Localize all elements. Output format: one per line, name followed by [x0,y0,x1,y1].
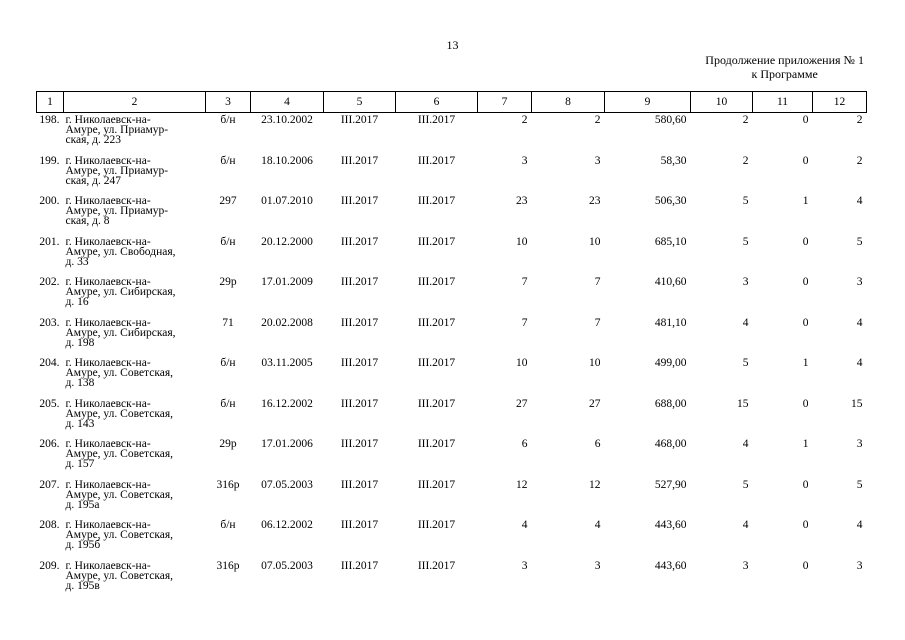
address-line: г. Николаевск-на- [65,519,151,531]
col-11-value: 0 [802,276,809,288]
col-11-value: 0 [802,519,809,531]
row-number: 200. [39,195,60,207]
planned-end: III.2017 [417,235,456,248]
document-number: 297 [219,195,237,207]
col-10-value: 4 [742,519,749,531]
column-header-2: 2 [64,92,206,113]
document-date: 01.07.2010 [261,195,313,207]
row-number: 209. [39,559,60,572]
col-7-value: 3 [521,154,528,167]
col-8-value: 6 [594,438,601,450]
address-line: д. 138 [65,377,95,389]
address [64,437,206,478]
address [64,316,206,357]
col-12-value: 5 [856,478,863,491]
planned-start: III.2017 [340,114,379,126]
planned-end: III.2017 [417,478,456,491]
col-7-value: 27 [516,397,528,410]
address-line: д. 143 [65,417,95,430]
col-11-value: 0 [802,478,809,491]
address [64,559,206,600]
document-date: 16.12.2002 [261,397,313,410]
col-10-value: 5 [742,235,749,248]
planned-start: III.2017 [340,316,379,329]
col-11-value: 1 [802,195,809,207]
address-line: г. Николаевск-на- [65,276,151,288]
address-line: ская, д. 247 [65,174,122,187]
address [64,194,206,235]
table-row [37,397,867,438]
address [64,356,206,397]
planned-start: III.2017 [340,357,379,369]
area-value: 443,60 [654,519,687,531]
col-11-value: 0 [802,397,809,410]
col-12-value: 2 [856,114,863,126]
appendix-line-1: Продолжение приложения № 1 [705,53,864,67]
address-line: Амуре, ул. Приамур- [65,205,169,217]
column-header-1: 1 [37,92,64,113]
col-12-value: 4 [856,519,863,531]
address-line: г. Николаевск-на- [65,316,151,329]
col-12-value: 3 [856,276,863,288]
document-date: 07.05.2003 [261,559,313,572]
row-number: 206. [39,438,60,450]
col-10-value: 5 [742,195,749,207]
table-row [37,154,867,195]
document-number: 29р [219,276,237,288]
col-7-value: 7 [521,316,528,329]
document-date: 23.10.2002 [261,114,313,126]
col-10-value: 5 [742,478,749,491]
col-7-value: 12 [516,478,528,491]
column-header-8: 8 [532,92,605,113]
appendix-line-2: к Программе [751,67,818,81]
area-value: 527,90 [654,478,687,491]
address-line: д. 198 [65,336,95,349]
col-8-value: 4 [594,519,601,531]
table-row [37,478,867,519]
planned-start: III.2017 [340,195,379,207]
address-line: Амуре, ул. Советская, [65,448,174,460]
column-header-9: 9 [605,92,691,113]
col-12-value: 3 [856,559,863,572]
col-12-value: 3 [856,438,863,450]
row-number: 208. [39,519,60,531]
planned-start: III.2017 [340,397,379,410]
col-8-value: 27 [589,397,601,410]
col-7-value: 4 [521,519,528,531]
address-line: д. 195б [65,539,101,551]
column-header-10: 10 [691,92,753,113]
address-line: г. Николаевск-на- [65,114,151,126]
document-number: б/н [220,114,236,126]
address [64,235,206,276]
address-line: ская, д. 8 [65,215,110,227]
row-number: 202. [39,276,60,288]
column-header-11: 11 [753,92,813,113]
area-value: 468,00 [654,438,687,450]
table-row [37,559,867,600]
address [64,154,206,195]
col-12-value: 4 [856,195,863,207]
col-8-value: 12 [589,478,601,491]
address [64,478,206,519]
planned-end: III.2017 [417,357,456,369]
col-12-value: 2 [856,154,863,167]
address-line: г. Николаевск-на- [65,478,151,491]
address-line: Амуре, ул. Приамур- [65,124,169,136]
column-header-4: 4 [251,92,324,113]
appendix-note [705,53,864,81]
document-number: б/н [220,154,236,167]
planned-start: III.2017 [340,235,379,248]
address-line: ская, д. 223 [65,134,122,146]
row-number: 204. [39,357,60,369]
col-7-value: 7 [521,276,528,288]
planned-start: III.2017 [340,438,379,450]
document-date: 03.11.2005 [261,357,313,369]
col-10-value: 3 [742,276,749,288]
planned-end: III.2017 [417,438,456,450]
address-line: г. Николаевск-на- [65,154,151,167]
address [64,518,206,559]
document-date: 20.12.2000 [261,235,313,248]
area-value: 410,60 [654,276,687,288]
table-row [37,356,867,397]
address-line: г. Николаевск-на- [65,438,151,450]
col-10-value: 15 [737,397,749,410]
table-row [37,437,867,478]
col-8-value: 7 [594,316,601,329]
document-date: 06.12.2002 [261,519,313,531]
address-line: Амуре, ул. Приамур- [65,164,169,177]
document-date: 20.02.2008 [261,316,313,329]
area-value: 580,60 [654,114,687,126]
planned-end: III.2017 [417,397,456,410]
document-date: 17.01.2006 [261,438,313,450]
address [64,275,206,316]
address-line: Амуре, ул. Советская, [65,488,174,501]
document-number: б/н [220,235,236,248]
area-value: 685,10 [654,235,687,248]
col-11-value: 0 [802,114,809,126]
col-7-value: 23 [516,195,528,207]
page-number: 13 [446,38,459,52]
planned-end: III.2017 [417,559,456,572]
address-line: г. Николаевск-на- [65,357,151,369]
col-11-value: 0 [802,235,809,248]
area-value: 443,60 [654,559,687,572]
row-number: 203. [39,316,60,329]
col-12-value: 4 [856,316,863,329]
col-7-value: 6 [521,438,528,450]
planned-start: III.2017 [340,276,379,288]
address-line: Амуре, ул. Советская, [65,569,174,582]
address-line: д. 16 [65,296,89,308]
document-number: 316р [216,478,240,491]
col-7-value: 3 [521,559,528,572]
document-number: 29р [219,438,237,450]
table-body [37,113,867,600]
area-value: 499,00 [654,357,687,369]
planned-end: III.2017 [417,276,456,288]
row-number: 207. [39,478,60,491]
document-date: 07.05.2003 [261,478,313,491]
address-line: г. Николаевск-на- [65,397,151,410]
col-8-value: 2 [594,114,601,126]
planned-end: III.2017 [417,195,456,207]
column-header-12: 12 [813,92,867,113]
col-7-value: 10 [516,357,528,369]
col-8-value: 23 [589,195,601,207]
area-value: 506,30 [654,195,687,207]
document-number: б/н [220,397,236,410]
col-10-value: 2 [742,114,749,126]
row-number: 198. [39,114,60,126]
area-value: 481,10 [654,316,687,329]
address [64,113,206,154]
table-row [37,194,867,235]
planned-start: III.2017 [340,154,379,167]
col-12-value: 15 [851,397,863,410]
col-7-value: 2 [521,114,528,126]
planned-end: III.2017 [417,154,456,167]
document-number: 316р [216,559,240,572]
table-row [37,316,867,357]
col-7-value: 10 [516,235,528,248]
col-10-value: 2 [742,154,749,167]
column-header-7: 7 [478,92,532,113]
address-line: д. 195а [65,498,100,511]
row-number: 199. [39,154,60,167]
table-row [37,518,867,559]
data-table [36,91,867,599]
address-line: Амуре, ул. Советская, [65,529,174,541]
col-10-value: 4 [742,438,749,450]
document-number: б/н [220,357,236,369]
col-8-value: 3 [594,154,601,167]
planned-start: III.2017 [340,478,379,491]
column-header-5: 5 [324,92,396,113]
address-line: Амуре, ул. Свободная, [65,245,176,258]
address-line: д. 195в [65,579,100,592]
area-value: 58,30 [660,154,687,167]
col-8-value: 3 [594,559,601,572]
table-row [37,235,867,276]
col-11-value: 1 [802,357,809,369]
address-line: д. 157 [65,458,95,470]
document-number: 71 [222,316,234,329]
document-date: 18.10.2006 [261,154,313,167]
area-value: 688,00 [654,397,687,410]
address-line: Амуре, ул. Сибирская, [65,286,176,298]
table-row [37,113,867,154]
col-12-value: 4 [856,357,863,369]
row-number: 201. [39,235,60,248]
row-number: 205. [39,397,60,410]
column-header-6: 6 [396,92,478,113]
address [64,397,206,438]
col-8-value: 10 [589,357,601,369]
col-10-value: 3 [742,559,749,572]
table-row [37,275,867,316]
address-line: д. 33 [65,255,89,268]
col-11-value: 0 [802,316,809,329]
col-10-value: 5 [742,357,749,369]
header-row [37,92,867,113]
address-line: г. Николаевск-на- [65,559,151,572]
column-header-3: 3 [206,92,251,113]
address-line: Амуре, ул. Сибирская, [65,326,176,339]
col-12-value: 5 [856,235,863,248]
planned-end: III.2017 [417,316,456,329]
col-11-value: 0 [802,559,809,572]
col-11-value: 0 [802,154,809,167]
planned-end: III.2017 [417,519,456,531]
col-8-value: 7 [594,276,601,288]
document-number: б/н [220,519,236,531]
address-line: Амуре, ул. Советская, [65,367,174,379]
address-line: г. Николаевск-на- [65,195,151,207]
address-line: Амуре, ул. Советская, [65,407,174,420]
col-10-value: 4 [742,316,749,329]
col-8-value: 10 [589,235,601,248]
address-line: г. Николаевск-на- [65,235,151,248]
document-date: 17.01.2009 [261,276,313,288]
planned-start: III.2017 [340,559,379,572]
planned-start: III.2017 [340,519,379,531]
planned-end: III.2017 [417,114,456,126]
col-11-value: 1 [802,438,809,450]
